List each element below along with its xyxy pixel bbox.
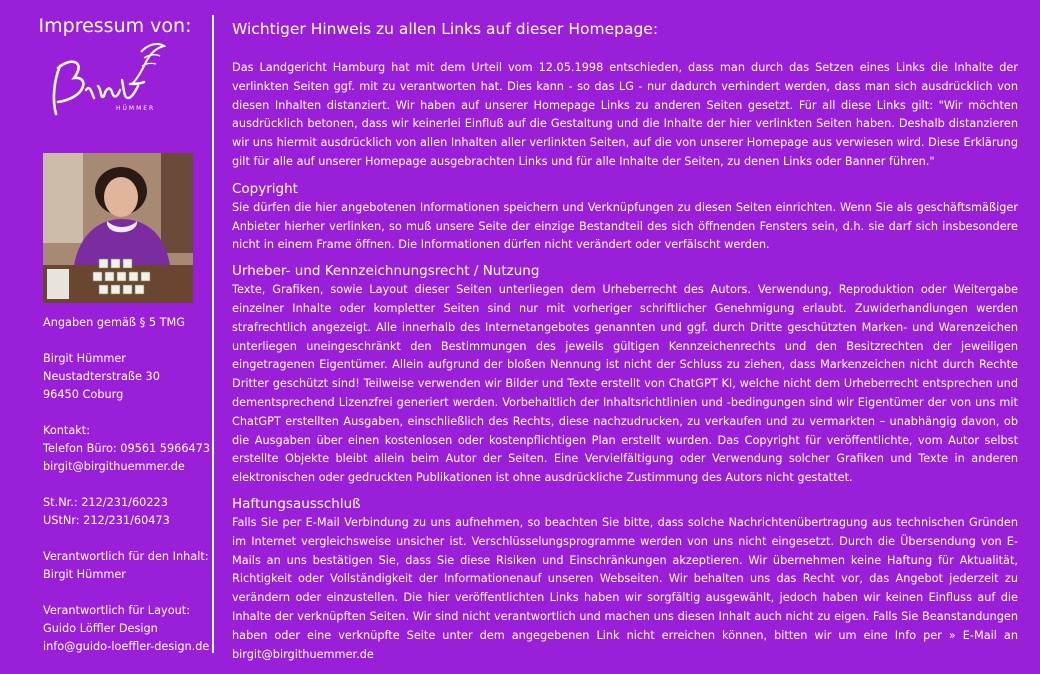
birgit-logo[interactable] (46, 40, 166, 120)
text-line: Birgit Hümmer (43, 568, 126, 581)
text-line: Kontakt: (43, 424, 91, 437)
imprint-contact (43, 422, 211, 476)
imprint-content-responsible (43, 548, 208, 584)
imprint-layout-responsible (43, 602, 208, 656)
text-line: Guido Löffler Design (43, 622, 158, 635)
links-disclaimer-text: Das Landgericht Hamburg hat mit dem Urteil vom 12.05.1998 entschieden, dass man durch das Setzen eines Links die Inhalte der verlinkten Seiten ggf. mit zu verantworten hat. Dies kann - so das LG - nur dadurch verhindert werden, dass man sich ausdrücklich von diesen Inhalten distanziert. Wir haben auf unserer Homepage Links zu anderen Seiten gesetzt. Für all diese Links gilt: "Wir möchten ausdrücklich betonen, dass wir keinerlei Einfluß auf die Gestaltung und die Inhalte der hier verlinkten Seiten haben. Deshalb distanzieren wir uns hiermit ausdrücklich von allen Inhalten aller verlinkten Seiten, auf die von unserer Homepage aus verwiesen wird. Diese Erklärung gilt für alle auf unserer Homepage ausgebrachten Links und für alle Inhalte der Seiten, zu denen Links oder Banner führen." (232, 61, 1018, 168)
section-heading-copyright-usage: Urheber- und Kennzeichnungsrecht / Nutzung (232, 263, 540, 280)
text-line: Birgit Hümmer (43, 352, 126, 365)
section-text-liability: Falls Sie per E-Mail Verbindung zu uns aufnehmen, so beachten Sie bitte, dass solche Nachrichtenübertragung aus technischen Gründen im Internet vergleichsweise unsicher ist. Verschlüsselungsprogramme werden von uns nicht eingesetzt. Durch die Übersendung von E-Mails an uns bestätigen Sie, dass Sie diese Risiken und Einschränkungen akzeptieren. Wir übernehmen keine Haftung für Aktualität, Richtigkeit oder Vollständigkeit der Informationenauf unseren Webseiten. Wir behalten uns das Recht vor, das Angebot jederzeit zu verändern oder einzustellen. Die hier veröffentlichten Links haben wir sorgfältig ausgewählt, jedoch haben wir keinen Einfluss auf die Inhalte der verknüpften Seiten. Wir sind nicht verantwortlich und machen uns diesen Inhalt auch nicht zu eigen. Falls Sie Beanstandungen haben oder eine verknüpfte Seite unter dem angegebenen Link nicht erreichen können, bitten wir um eine Info per » E-Mail an birgit@birgithuemmer.de (232, 515, 1018, 661)
text-line: Neustadterstraße 30 (43, 370, 160, 383)
text-line: 96450 Coburg (43, 388, 124, 401)
imprint-details (43, 314, 211, 674)
section-heading-copyright: Copyright (232, 180, 298, 197)
page-title: Wichtiger Hinweis zu allen Links auf dieser Homepage: (232, 20, 659, 38)
main-content (232, 18, 1018, 671)
imprint-address (43, 350, 208, 404)
logo-subtitle: HÜMMER (116, 105, 156, 112)
phone-number: Telefon Büro: 09561 5966473 (43, 442, 211, 455)
sidebar-title: Impressum von: (38, 15, 192, 37)
section-heading-liability: Haftungsausschluß (232, 495, 361, 512)
imprint-tax (43, 494, 208, 530)
text-line: Verantwortlich für Layout: (43, 604, 191, 617)
sidebar (0, 0, 212, 663)
section-text-copyright-usage: Texte, Grafiken, sowie Layout dieser Seiten unterliegen dem Urheberrecht des Autors. Verwendung, Reproduktion oder Weitergabe einzelner Inhalte oder kompletter Seiten sind nur mit vorheriger schriftlicher Genehmigung erlaubt. Zuwiderhandlungen werden strafrechtlich angezeigt. Alle innerhalb des Internetangebotes genannten und ggf. durch Dritte geschützten Marken- und Warenzeichen unterliegen uneingeschränkt den Bestimmungen des jeweils gültigen Kennzeichenrechts und den Besitzrechten der jeweiligen eingetragenen Eigentümer. Allein aufgrund der bloßen Nennung ist nicht der Schluss zu ziehen, dass Markenzeichen nicht durch Rechte Dritter geschützt sind! Teilweise verwenden wir Bilder und Texte erstellt von ChatGPT KI, welche nicht dem Urheberrecht entsprechen und dementsprechend Lizenzfrei generiert werden. Vorbehaltlich der Inhaltsrichtlinien und -bedingungen sind wir Eigentümer der von uns mit ChatGPT erstellten Ausgaben, einschließlich des Rechts, diese nachzudrucken, zu verkaufen und zu vermarkten – unabhängig davon, ob die Ausgaben über einen kostenlosen oder kostenpflichtigen Plan erstellt wurden. Das Copyright für veröffentlichte, vom Autor selbst erstellte Objekte bleibt allein beim Autor der Seiten. Eine Vervielfältigung oder Verwendung solcher Grafiken und Texte in anderen elektronischen oder gedruckten Publikationen ist ohne ausdrückliche Zustimmung des Autors nicht gestattet. (232, 283, 1018, 485)
vertical-divider (212, 15, 214, 653)
text-line: UStNr: 212/231/60473 (43, 514, 170, 527)
section-text-copyright: Sie dürfen die hier angebotenen Informationen speichern und Verknüpfungen zu diesen Seiten einrichten. Wenn Sie als geschäftsmäßiger Anbieter hierher verlinken, so muß unsere Seite der einzige Bestandteil des sich öffnenden Fensters sein, d.h. sie darf sich insbesondere nicht in einem Frame öffnen. Die Informationen dürfen nicht verändert oder verfälscht werden. (232, 200, 1018, 252)
email-link[interactable]: birgit@birgithuemmer.de (43, 460, 185, 473)
text-line: St.Nr.: 212/231/60223 (43, 496, 168, 509)
imprint-legal-basis (43, 314, 208, 332)
portrait-photo (43, 153, 193, 303)
text-line: Angaben gemäß § 5 TMG (43, 316, 186, 329)
designer-email-link[interactable]: info@guido-loeffler-design.de (43, 640, 210, 653)
text-line: Verantwortlich für den Inhalt: (43, 550, 209, 563)
portrait-image (43, 153, 193, 303)
